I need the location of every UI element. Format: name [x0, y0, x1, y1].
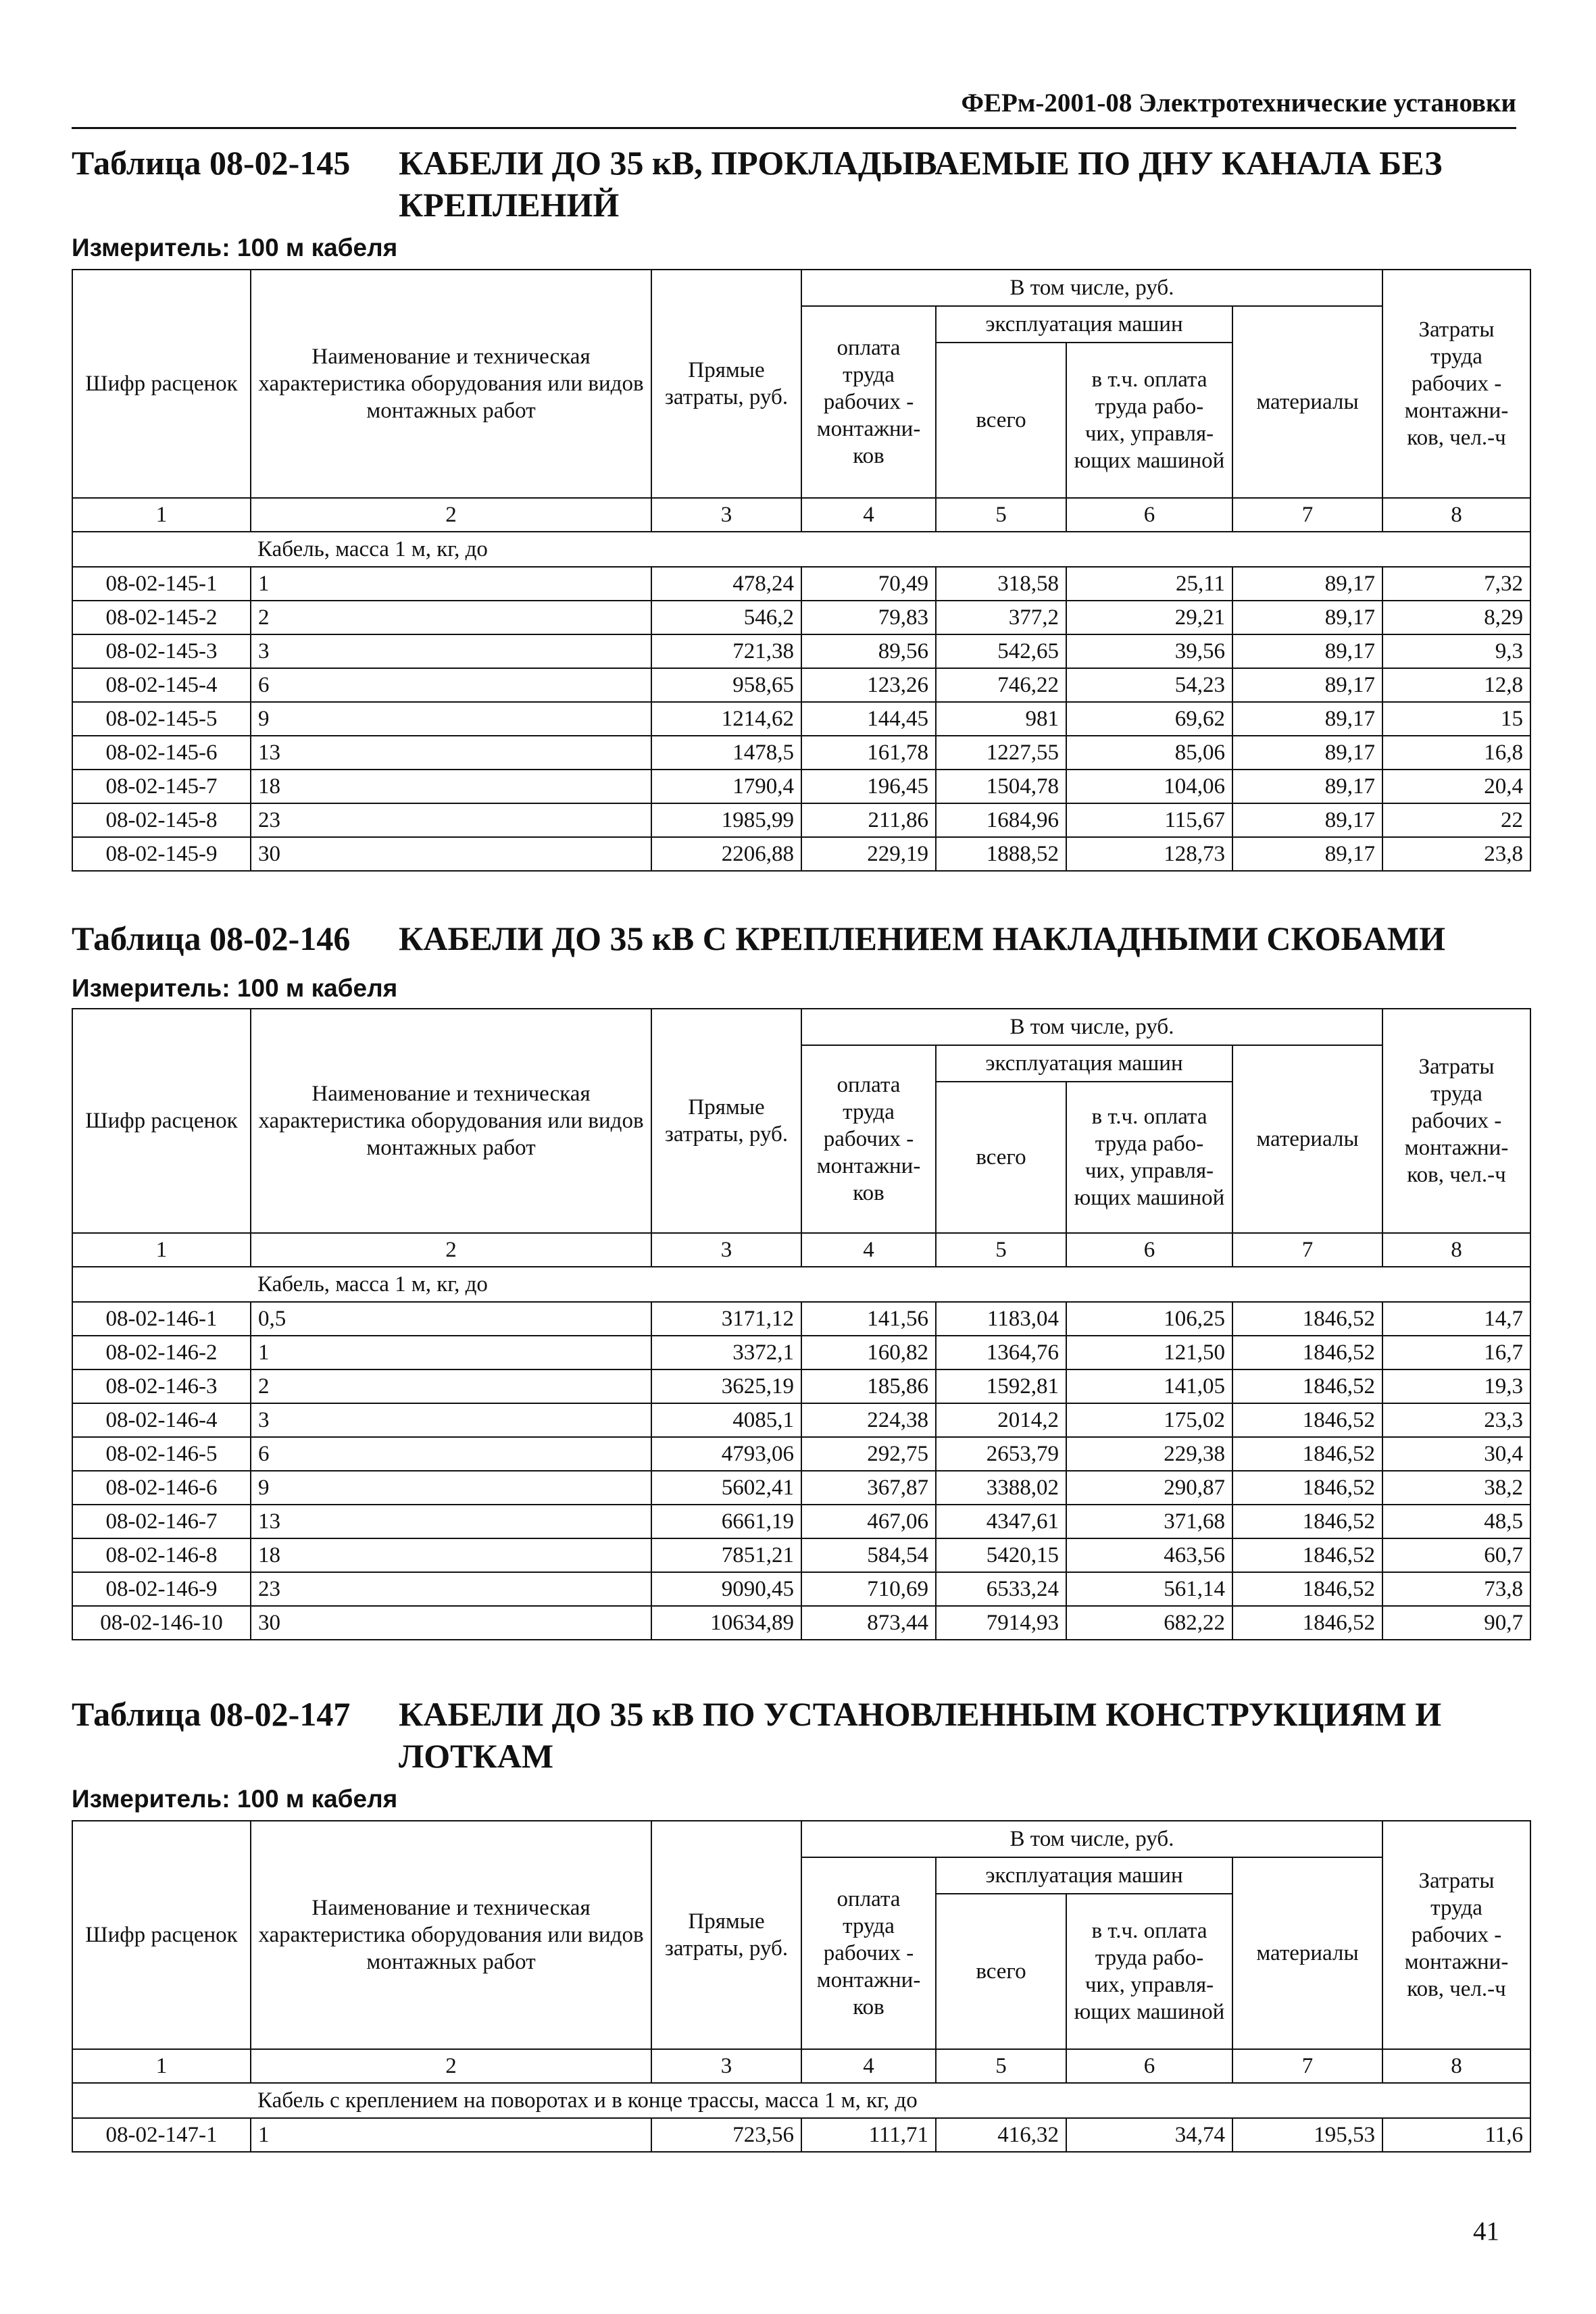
table-147-name: КАБЕЛИ ДО 35 кВ ПО УСТАНОВЛЕННЫМ КОНСТРУКЦИЯМ И ЛОТКАМ: [399, 1695, 1442, 1775]
rate-code-cell: 08-02-146-10: [72, 1606, 251, 1640]
table-cell: 1478,5: [651, 736, 801, 770]
table-cell: 111,71: [801, 2118, 936, 2152]
table-cell: 1846,52: [1232, 1369, 1382, 1403]
table-cell: 1364,76: [936, 1336, 1066, 1369]
rate-code-cell: 08-02-146-2: [72, 1336, 251, 1369]
table-cell: 5602,41: [651, 1471, 801, 1505]
table-cell: 7914,93: [936, 1606, 1066, 1640]
table-cell: 89,17: [1232, 567, 1382, 601]
col-direct-header: Прямые затраты, руб.: [651, 1821, 801, 2049]
table-cell: 1: [251, 2118, 651, 2152]
col-num: 8: [1382, 498, 1530, 532]
table-cell: 16,8: [1382, 736, 1530, 770]
table-cell: 123,26: [801, 668, 936, 702]
col-num: 7: [1232, 2049, 1382, 2083]
table-row: [72, 1606, 1530, 1640]
col-labor-header: Затраты труда рабочих - монтажни- ков, чел.-ч: [1382, 1009, 1530, 1233]
table-cell: 1790,4: [651, 770, 801, 803]
table-146-name: КАБЕЛИ ДО 35 кВ С КРЕПЛЕНИЕМ НАКЛАДНЫМИ СКОБАМИ: [399, 920, 1445, 957]
table-cell: 721,38: [651, 634, 801, 668]
table-cell: 13: [251, 736, 651, 770]
table-cell: 38,2: [1382, 1471, 1530, 1505]
table-cell: 34,74: [1066, 2118, 1232, 2152]
col-incl-header: В том числе, руб.: [801, 270, 1382, 306]
table-cell: 416,32: [936, 2118, 1066, 2152]
table-cell: 6533,24: [936, 1572, 1066, 1606]
table-cell: 229,19: [801, 837, 936, 871]
col-num: 7: [1232, 1233, 1382, 1267]
table-147: [72, 1820, 1531, 2153]
table-row: [72, 567, 1530, 601]
table-cell: 20,4: [1382, 770, 1530, 803]
table-cell: 1: [251, 567, 651, 601]
table-cell: 104,06: [1066, 770, 1232, 803]
rate-code-cell: 08-02-145-7: [72, 770, 251, 803]
table-cell: 30: [251, 837, 651, 871]
table-145-name: КАБЕЛИ ДО 35 кВ, ПРОКЛАДЫВАЕМЫЕ ПО ДНУ КАНАЛА БЕЗ КРЕПЛЕНИЙ: [399, 144, 1443, 224]
col-total-header: всего: [936, 343, 1066, 498]
table-cell: 1846,52: [1232, 1437, 1382, 1471]
table-cell: 723,56: [651, 2118, 801, 2152]
table-cell: 89,17: [1232, 634, 1382, 668]
col-materials-header: материалы: [1232, 1045, 1382, 1233]
table-cell: 18: [251, 770, 651, 803]
table-cell: 141,05: [1066, 1369, 1232, 1403]
table-cell: 9090,45: [651, 1572, 801, 1606]
table-cell: 6661,19: [651, 1505, 801, 1538]
table-cell: 175,02: [1066, 1403, 1232, 1437]
table-cell: 29,21: [1066, 601, 1232, 634]
table-cell: 1846,52: [1232, 1403, 1382, 1437]
table-cell: 3388,02: [936, 1471, 1066, 1505]
table-cell: 196,45: [801, 770, 936, 803]
col-num: 5: [936, 1233, 1066, 1267]
table-cell: 79,83: [801, 601, 936, 634]
table-cell: 144,45: [801, 702, 936, 736]
table-cell: 23: [251, 1572, 651, 1606]
rate-code-cell: 08-02-145-9: [72, 837, 251, 871]
table-row: [72, 601, 1530, 634]
table-147-measure: Измеритель: 100 м кабеля: [72, 1785, 398, 1813]
table-cell: 1846,52: [1232, 1572, 1382, 1606]
rate-code-cell: 08-02-145-4: [72, 668, 251, 702]
table-cell: 463,56: [1066, 1538, 1232, 1572]
table-row: [72, 1302, 1530, 1336]
col-incl-header: В том числе, руб.: [801, 1821, 1382, 1857]
table-cell: 4347,61: [936, 1505, 1066, 1538]
col-num: 8: [1382, 1233, 1530, 1267]
col-name-header: Наименование и техническая характеристика оборудования или видов монтажных работ: [251, 270, 651, 498]
table-cell: 89,17: [1232, 803, 1382, 837]
col-num: 6: [1066, 498, 1232, 532]
table-row: [72, 837, 1530, 871]
table-cell: 11,6: [1382, 2118, 1530, 2152]
table-cell: 318,58: [936, 567, 1066, 601]
col-machines-header: эксплуатация машин: [936, 306, 1232, 343]
col-num: 3: [651, 498, 801, 532]
table-cell: 54,23: [1066, 668, 1232, 702]
col-num: 4: [801, 2049, 936, 2083]
col-num: 3: [651, 1233, 801, 1267]
col-materials-header: материалы: [1232, 1857, 1382, 2049]
table-146-id: Таблица 08-02-146: [72, 920, 351, 957]
table-cell: 90,7: [1382, 1606, 1530, 1640]
table-cell: 115,67: [1066, 803, 1232, 837]
table-cell: 19,3: [1382, 1369, 1530, 1403]
col-direct-header: Прямые затраты, руб.: [651, 1009, 801, 1233]
table-146: [72, 1008, 1531, 1640]
rate-code-cell: 08-02-145-3: [72, 634, 251, 668]
col-num: 6: [1066, 2049, 1232, 2083]
table-cell: 7851,21: [651, 1538, 801, 1572]
col-name-header: Наименование и техническая характеристика оборудования или видов монтажных работ: [251, 1009, 651, 1233]
col-code-header: Шифр расценок: [72, 1009, 251, 1233]
table-cell: 2: [251, 601, 651, 634]
table-cell: 1684,96: [936, 803, 1066, 837]
table-cell: 25,11: [1066, 567, 1232, 601]
table-cell: 15: [1382, 702, 1530, 736]
col-machines-header: эксплуатация машин: [936, 1857, 1232, 1894]
table-cell: 561,14: [1066, 1572, 1232, 1606]
table-cell: 8,29: [1382, 601, 1530, 634]
rate-code-cell: 08-02-145-8: [72, 803, 251, 837]
col-wages-header: оплата труда рабочих - монтажни- ков: [801, 1857, 936, 2049]
table-cell: 5420,15: [936, 1538, 1066, 1572]
table-cell: 3: [251, 1403, 651, 1437]
table-cell: 30: [251, 1606, 651, 1640]
table-cell: 4085,1: [651, 1403, 801, 1437]
table-cell: 746,22: [936, 668, 1066, 702]
table-row: [72, 803, 1530, 837]
page-number: 41: [1473, 2217, 1499, 2246]
col-num: 7: [1232, 498, 1382, 532]
col-num: 6: [1066, 1233, 1232, 1267]
col-num: 5: [936, 498, 1066, 532]
table-cell: 23,3: [1382, 1403, 1530, 1437]
table-cell: 121,50: [1066, 1336, 1232, 1369]
table-cell: 377,2: [936, 601, 1066, 634]
col-num: 4: [801, 498, 936, 532]
col-direct-header: Прямые затраты, руб.: [651, 270, 801, 498]
group-label: Кабель, масса 1 м, кг, до: [251, 532, 1530, 567]
col-code-header: Шифр расценок: [72, 270, 251, 498]
table-cell: 211,86: [801, 803, 936, 837]
table-cell: 1592,81: [936, 1369, 1066, 1403]
table-cell: 48,5: [1382, 1505, 1530, 1538]
col-num: 2: [251, 1233, 651, 1267]
table-cell: 2653,79: [936, 1437, 1066, 1471]
table-cell: 160,82: [801, 1336, 936, 1369]
table-cell: 30,4: [1382, 1437, 1530, 1471]
rate-code-cell: 08-02-146-8: [72, 1538, 251, 1572]
table-row: [72, 1538, 1530, 1572]
table-cell: 9: [251, 1471, 651, 1505]
table-cell: 89,56: [801, 634, 936, 668]
table-row: [72, 634, 1530, 668]
table-cell: 584,54: [801, 1538, 936, 1572]
table-cell: 16,7: [1382, 1336, 1530, 1369]
table-cell: 14,7: [1382, 1302, 1530, 1336]
table-cell: 2014,2: [936, 1403, 1066, 1437]
table-cell: 710,69: [801, 1572, 936, 1606]
table-cell: 89,17: [1232, 837, 1382, 871]
col-num: 2: [251, 498, 651, 532]
table-cell: 128,73: [1066, 837, 1232, 871]
table-row: [72, 668, 1530, 702]
table-cell: 1985,99: [651, 803, 801, 837]
table-cell: 682,22: [1066, 1606, 1232, 1640]
rate-code-cell: 08-02-146-4: [72, 1403, 251, 1437]
table-cell: 23: [251, 803, 651, 837]
table-cell: 60,7: [1382, 1538, 1530, 1572]
col-num: 1: [72, 2049, 251, 2083]
table-cell: 12,8: [1382, 668, 1530, 702]
table-cell: 1227,55: [936, 736, 1066, 770]
rate-code-cell: 08-02-146-9: [72, 1572, 251, 1606]
col-num: 3: [651, 2049, 801, 2083]
table-cell: 3171,12: [651, 1302, 801, 1336]
table-cell: 89,17: [1232, 736, 1382, 770]
table-cell: 2206,88: [651, 837, 801, 871]
table-cell: 89,17: [1232, 770, 1382, 803]
running-header: ФЕРм-2001-08 Электротехнические установки: [72, 88, 1516, 129]
table-cell: 6: [251, 1437, 651, 1471]
table-cell: 1183,04: [936, 1302, 1066, 1336]
col-name-header: Наименование и техническая характеристика оборудования или видов монтажных работ: [251, 1821, 651, 2049]
table-cell: 89,17: [1232, 668, 1382, 702]
table-cell: 0,5: [251, 1302, 651, 1336]
col-num: 5: [936, 2049, 1066, 2083]
table-row: [72, 1572, 1530, 1606]
table-cell: 106,25: [1066, 1302, 1232, 1336]
col-num: 8: [1382, 2049, 1530, 2083]
table-cell: 367,87: [801, 1471, 936, 1505]
table-cell: 1846,52: [1232, 1471, 1382, 1505]
col-code-header: Шифр расценок: [72, 1821, 251, 2049]
col-num: 4: [801, 1233, 936, 1267]
table-145-measure: Измеритель: 100 м кабеля: [72, 234, 398, 261]
table-cell: 1888,52: [936, 837, 1066, 871]
table-cell: 478,24: [651, 567, 801, 601]
rate-code-cell: 08-02-145-6: [72, 736, 251, 770]
table-cell: 3625,19: [651, 1369, 801, 1403]
table-cell: 1846,52: [1232, 1606, 1382, 1640]
table-row: [72, 1505, 1530, 1538]
table-cell: 1: [251, 1336, 651, 1369]
rate-code-cell: 08-02-146-5: [72, 1437, 251, 1471]
table-row: [72, 1471, 1530, 1505]
group-label: Кабель, масса 1 м, кг, до: [251, 1267, 1530, 1302]
table-cell: 873,44: [801, 1606, 936, 1640]
table-146-measure: Измеритель: 100 м кабеля: [72, 974, 398, 1002]
rate-code-cell: 08-02-145-2: [72, 601, 251, 634]
col-drivers-header: в т.ч. оплата труда рабо- чих, управля- ющих машиной: [1066, 343, 1232, 498]
table-cell: 958,65: [651, 668, 801, 702]
col-labor-header: Затраты труда рабочих - монтажни- ков, чел.-ч: [1382, 1821, 1530, 2049]
table-cell: 542,65: [936, 634, 1066, 668]
table-cell: 70,49: [801, 567, 936, 601]
table-cell: 9: [251, 702, 651, 736]
table-row: [72, 702, 1530, 736]
table-cell: 2: [251, 1369, 651, 1403]
col-num: 1: [72, 1233, 251, 1267]
table-cell: 1214,62: [651, 702, 801, 736]
col-wages-header: оплата труда рабочих - монтажни- ков: [801, 1045, 936, 1233]
table-row: [72, 2118, 1530, 2152]
table-row: [72, 1437, 1530, 1471]
table-cell: 546,2: [651, 601, 801, 634]
table-cell: 1846,52: [1232, 1505, 1382, 1538]
table-cell: 3: [251, 634, 651, 668]
table-cell: 9,3: [1382, 634, 1530, 668]
table-cell: 141,56: [801, 1302, 936, 1336]
col-drivers-header: в т.ч. оплата труда рабо- чих, управля- ющих машиной: [1066, 1082, 1232, 1233]
table-cell: 195,53: [1232, 2118, 1382, 2152]
col-machines-header: эксплуатация машин: [936, 1045, 1232, 1082]
table-cell: 7,32: [1382, 567, 1530, 601]
col-labor-header: Затраты труда рабочих - монтажни- ков, чел.-ч: [1382, 270, 1530, 498]
table-cell: 73,8: [1382, 1572, 1530, 1606]
group-label: Кабель с креплением на поворотах и в конце трассы, масса 1 м, кг, до: [251, 2083, 1530, 2118]
table-cell: 4793,06: [651, 1437, 801, 1471]
table-cell: 22: [1382, 803, 1530, 837]
table-cell: 10634,89: [651, 1606, 801, 1640]
table-145: [72, 269, 1531, 872]
table-cell: 292,75: [801, 1437, 936, 1471]
table-cell: 6: [251, 668, 651, 702]
table-row: [72, 770, 1530, 803]
rate-code-cell: 08-02-146-6: [72, 1471, 251, 1505]
table-cell: 229,38: [1066, 1437, 1232, 1471]
col-wages-header: оплата труда рабочих - монтажни- ков: [801, 306, 936, 498]
col-num: 2: [251, 2049, 651, 2083]
table-cell: 23,8: [1382, 837, 1530, 871]
rate-code-cell: 08-02-145-1: [72, 567, 251, 601]
table-cell: 13: [251, 1505, 651, 1538]
table-row: [72, 1403, 1530, 1437]
col-total-header: всего: [936, 1082, 1066, 1233]
rate-code-cell: 08-02-146-7: [72, 1505, 251, 1538]
col-num: 1: [72, 498, 251, 532]
col-incl-header: В том числе, руб.: [801, 1009, 1382, 1045]
table-cell: 39,56: [1066, 634, 1232, 668]
table-cell: 161,78: [801, 736, 936, 770]
table-145-id: Таблица 08-02-145: [72, 144, 351, 182]
table-row: [72, 1336, 1530, 1369]
table-cell: 1846,52: [1232, 1538, 1382, 1572]
table-cell: 3372,1: [651, 1336, 801, 1369]
table-cell: 1846,52: [1232, 1302, 1382, 1336]
rate-code-cell: 08-02-146-3: [72, 1369, 251, 1403]
col-drivers-header: в т.ч. оплата труда рабо- чих, управля- ющих машиной: [1066, 1894, 1232, 2049]
col-total-header: всего: [936, 1894, 1066, 2049]
table-cell: 85,06: [1066, 736, 1232, 770]
table-cell: 1846,52: [1232, 1336, 1382, 1369]
rate-code-cell: 08-02-147-1: [72, 2118, 251, 2152]
table-row: [72, 1369, 1530, 1403]
rate-code-cell: 08-02-145-5: [72, 702, 251, 736]
table-cell: 69,62: [1066, 702, 1232, 736]
table-cell: 981: [936, 702, 1066, 736]
table-cell: 467,06: [801, 1505, 936, 1538]
table-cell: 224,38: [801, 1403, 936, 1437]
rate-code-cell: 08-02-146-1: [72, 1302, 251, 1336]
table-cell: 89,17: [1232, 601, 1382, 634]
table-cell: 371,68: [1066, 1505, 1232, 1538]
table-cell: 290,87: [1066, 1471, 1232, 1505]
table-cell: 89,17: [1232, 702, 1382, 736]
table-row: [72, 736, 1530, 770]
table-cell: 1504,78: [936, 770, 1066, 803]
col-materials-header: материалы: [1232, 306, 1382, 498]
table-147-id: Таблица 08-02-147: [72, 1695, 351, 1733]
table-cell: 18: [251, 1538, 651, 1572]
table-cell: 185,86: [801, 1369, 936, 1403]
